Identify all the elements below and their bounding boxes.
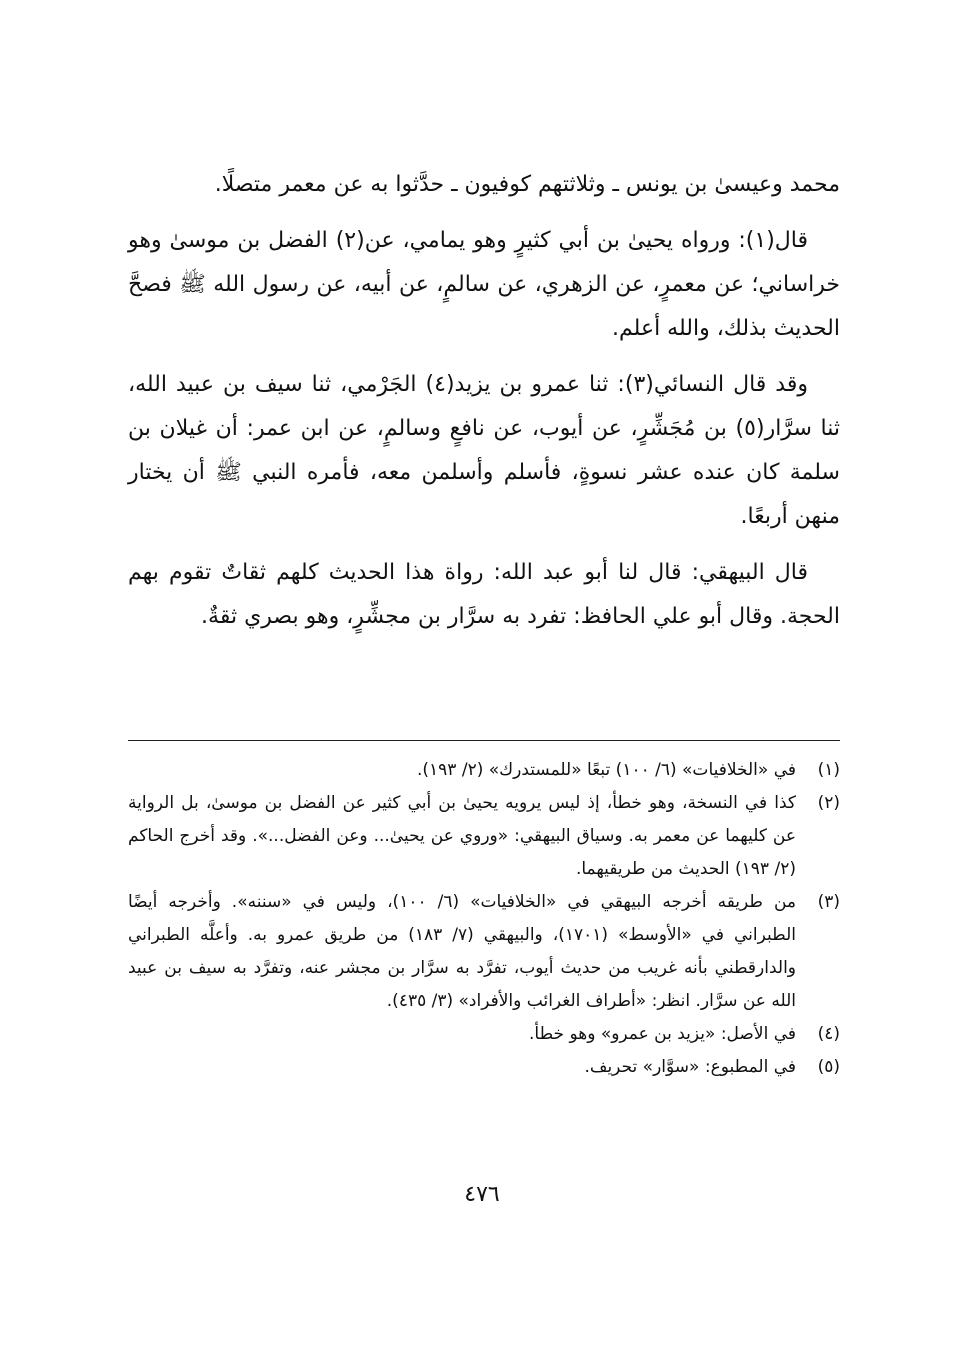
paragraph: محمد وعيسىٰ بن يونس ـ وثلاثتهم كوفيون ـ حدَّثوا به عن معمر متصلًا. [214,172,840,197]
footnote-text: كذا في النسخة، وهو خطأ، إذ ليس يرويه يحيىٰ بن أبي كثير عن الفضل بن موسىٰ، بل الرواية عن كليهما عن معمر به. وسياق البيهقي: «وروي عن يحيىٰ... وعن الفضل...». وقد أخرج الحاكم (٢/ ١٩٣) الحديث من طريقيهما. [128,793,796,879]
footnote-text: في الأصل: «يزيد بن عمرو» وهو خطأ. [529,1024,796,1044]
footnote [128,754,840,787]
footnote [128,787,840,886]
footnote [128,886,840,1018]
footnote-text: في «الخلافيات» (٦/ ١٠٠) تبعًا «للمستدرك» (٢/ ١٩٣). [416,760,796,780]
main-text [128,163,840,639]
footnotes [128,754,840,1084]
footnote-separator [128,740,840,741]
footnote-text: في المطبوع: «سوَّار» تحريف. [584,1057,796,1077]
footnote-text: من طريقه أخرجه البيهقي في «الخلافيات» (٦/ ١٠٠)، وليس في «سننه». وأخرجه أيضًا الطبراني في «الأوسط» (١٧٠١)، والبيهقي (٧/ ١٨٣) من طريق عمرو به. وأعلَّه الطبراني والدارقطني بأنه غريب من حديث أيوب، تفرَّد به سرَّار بن مجشر عنه، وتفرَّد به سيف بن عبيد الله عن سرَّار. انظر: «أطراف الغرائب والأفراد» (٣/ ٤٣٥). [128,892,796,1011]
paragraph: قال البيهقي: قال لنا أبو عبد الله: رواة هذا الحديث كلهم ثقاتٌ تقوم بهم الحجة. وقال أبو علي الحافظ: تفرد به سرَّار بن مجشِّرٍ، وهو بصري ثقةٌ. [128,560,840,629]
footnote-number: (٥) [817,1057,840,1077]
page-number: ٤٧٦ [464,1182,500,1207]
footnote-number: (٢) [817,793,840,813]
footnote-number: (٣) [817,892,840,912]
footnote-number: (١) [817,760,840,780]
paragraph: قال(١): ورواه يحيىٰ بن أبي كثيرٍ وهو يمامي، عن(٢) الفضل بن موسىٰ وهو خراساني؛ عن معمرٍ، عن الزهري، عن سالمٍ، عن أبيه، عن رسول الله ﷺ فصحَّ الحديث بذلك، والله أعلم. [128,228,840,341]
paragraph: وقد قال النسائي(٣): ثنا عمرو بن يزيد(٤) الجَرْمي، ثنا سيف بن عبيد الله، ثنا سرَّار(٥) بن مُجَشِّرٍ، عن أيوب، عن نافعٍ وسالمٍ، عن ابن عمر: أن غيلان بن سلمة كان عنده عشر نسوةٍ، فأسلم وأسلمن معه، فأمره النبي ﷺ أن يختار منهن أربعًا. [128,372,841,529]
footnote-number: (٤) [817,1024,840,1044]
footnote [128,1018,840,1051]
footnote [128,1051,840,1084]
